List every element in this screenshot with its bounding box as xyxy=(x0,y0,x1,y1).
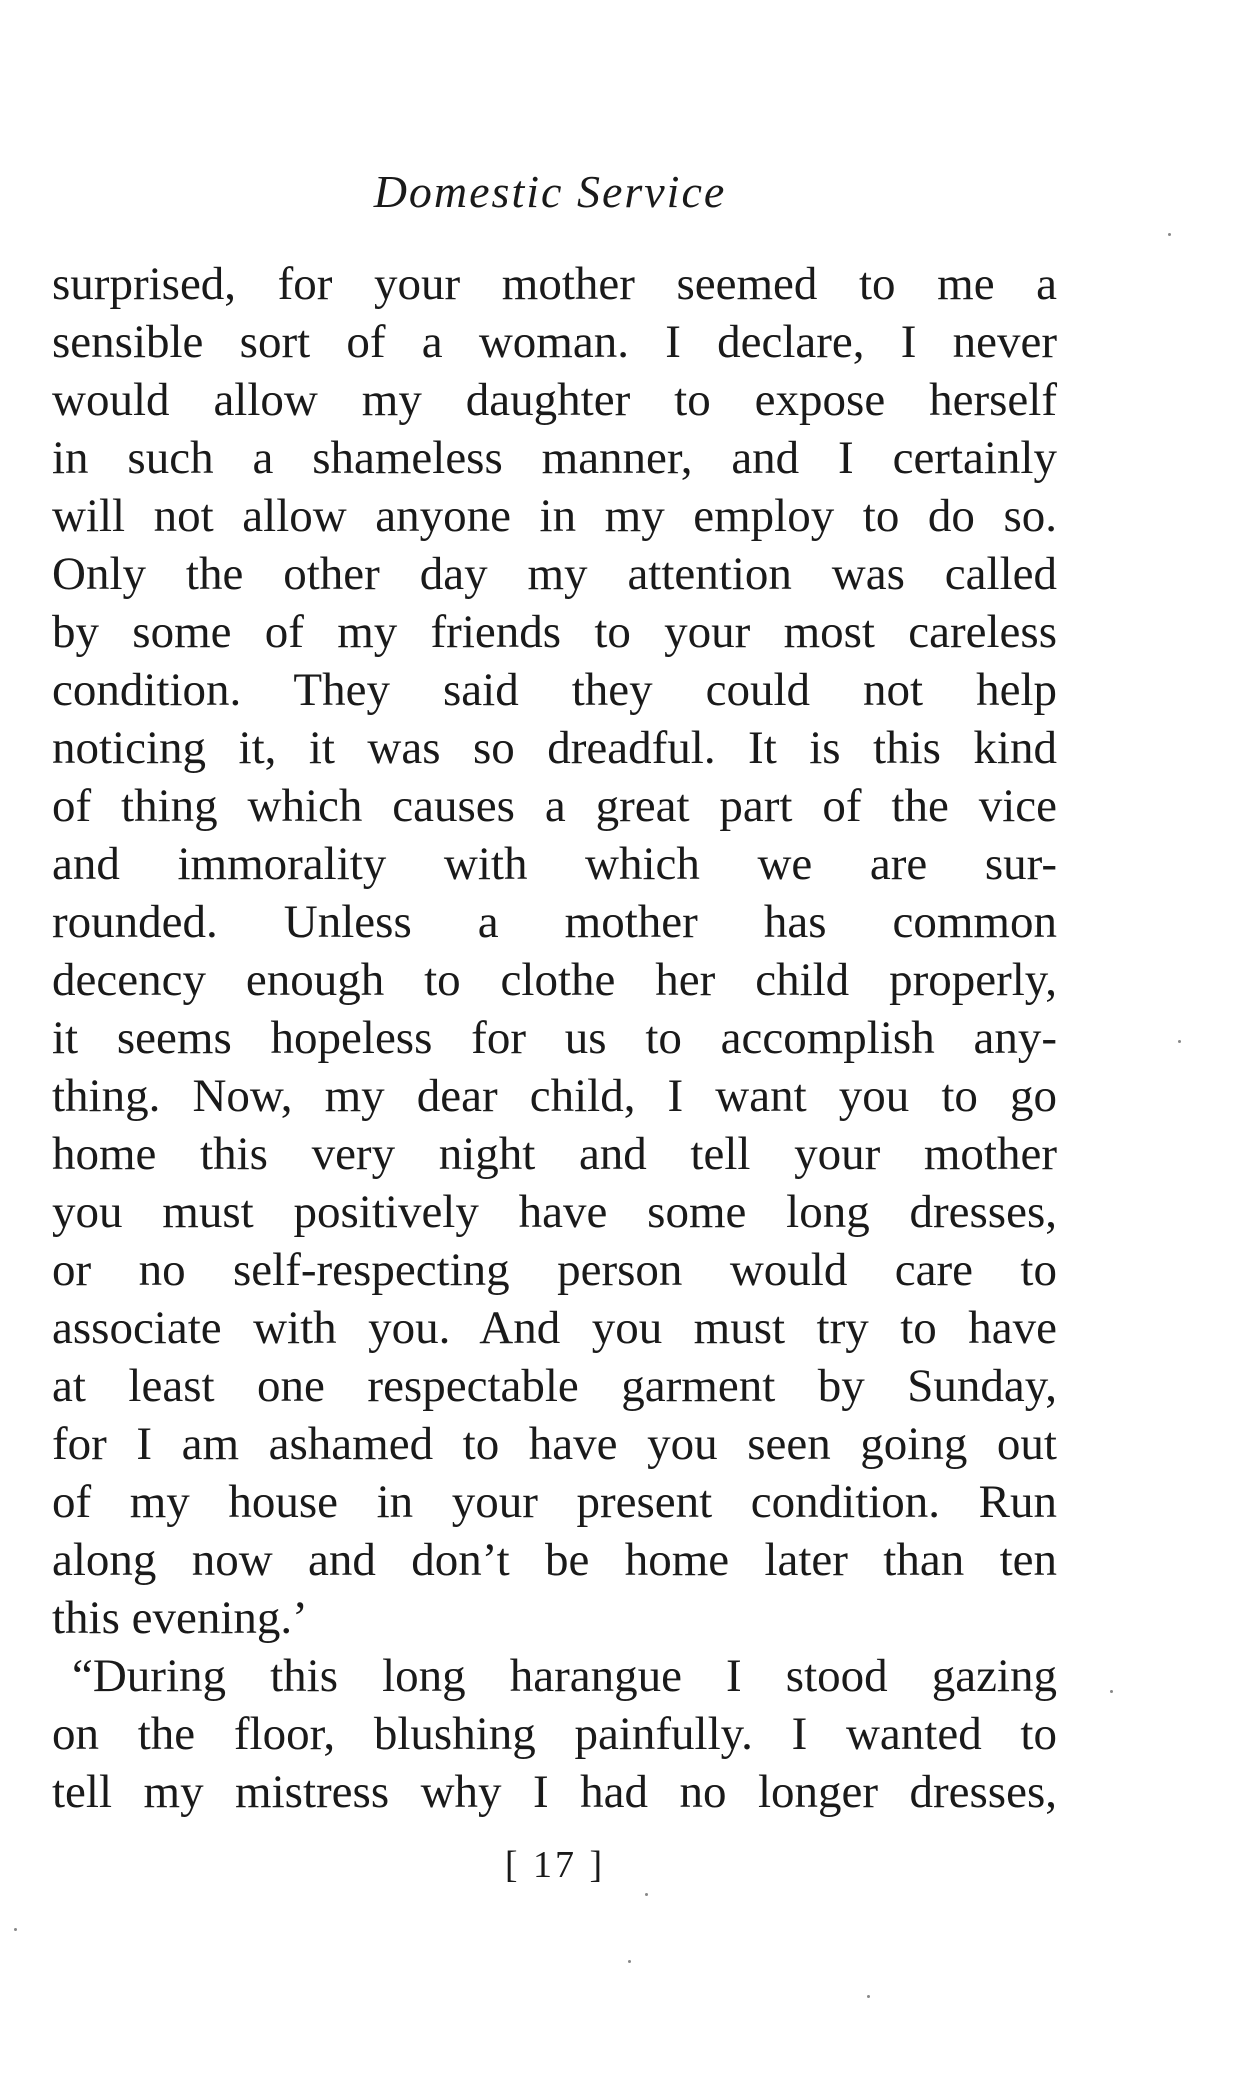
text-line: along now and don’t be home later than ten xyxy=(52,1534,1057,1586)
paper-speck xyxy=(14,1928,17,1931)
text-line: decency enough to clothe her child properly, xyxy=(52,954,1057,1006)
text-line: it seems hopeless for us to accomplish any- xyxy=(52,1012,1057,1064)
text-line: noticing it, it was so dreadful. It is this kind xyxy=(52,722,1057,774)
body-text xyxy=(52,255,1057,1821)
text-line: surprised, for your mother seemed to me a xyxy=(52,258,1057,310)
text-line: of my house in your present condition. Run xyxy=(52,1476,1057,1528)
text-line: and immorality with which we are sur- xyxy=(52,838,1057,890)
text-line: would allow my daughter to expose herself xyxy=(52,374,1057,426)
text-line: condition. They said they could not help xyxy=(52,664,1057,716)
text-line: will not allow anyone in my employ to do so. xyxy=(52,490,1057,542)
text-line: home this very night and tell your mother xyxy=(52,1128,1057,1180)
text-line: “During this long harangue I stood gazing xyxy=(72,1650,1057,1702)
paper-speck xyxy=(1178,1040,1181,1043)
text-line: this evening.’ xyxy=(52,1592,308,1644)
text-line: rounded. Unless a mother has common xyxy=(52,896,1057,948)
text-line: thing. Now, my dear child, I want you to go xyxy=(52,1070,1057,1122)
text-line: tell my mistress why I had no longer dresses, xyxy=(52,1766,1057,1818)
paper-speck xyxy=(1110,1690,1113,1693)
text-line: associate with you. And you must try to have xyxy=(52,1302,1057,1354)
text-line: sensible sort of a woman. I declare, I never xyxy=(52,316,1057,368)
paper-speck xyxy=(645,1893,648,1896)
page-number: [ 17 ] xyxy=(504,1844,606,1886)
paper-speck xyxy=(867,1995,870,1998)
text-line: or no self-respecting person would care to xyxy=(52,1244,1057,1296)
text-line: Only the other day my attention was called xyxy=(52,548,1057,600)
text-line: by some of my friends to your most careless xyxy=(52,606,1057,658)
paper-speck xyxy=(1168,233,1171,236)
running-head: Domestic Service xyxy=(373,166,727,217)
text-line: at least one respectable garment by Sunday, xyxy=(52,1360,1057,1412)
paper-speck xyxy=(628,1960,631,1963)
text-line: of thing which causes a great part of the vice xyxy=(52,780,1057,832)
text-line: in such a shameless manner, and I certainly xyxy=(52,432,1057,484)
text-line: you must positively have some long dresses, xyxy=(52,1186,1057,1238)
text-line: for I am ashamed to have you seen going out xyxy=(52,1418,1057,1470)
text-line: on the floor, blushing painfully. I wanted to xyxy=(52,1708,1057,1760)
